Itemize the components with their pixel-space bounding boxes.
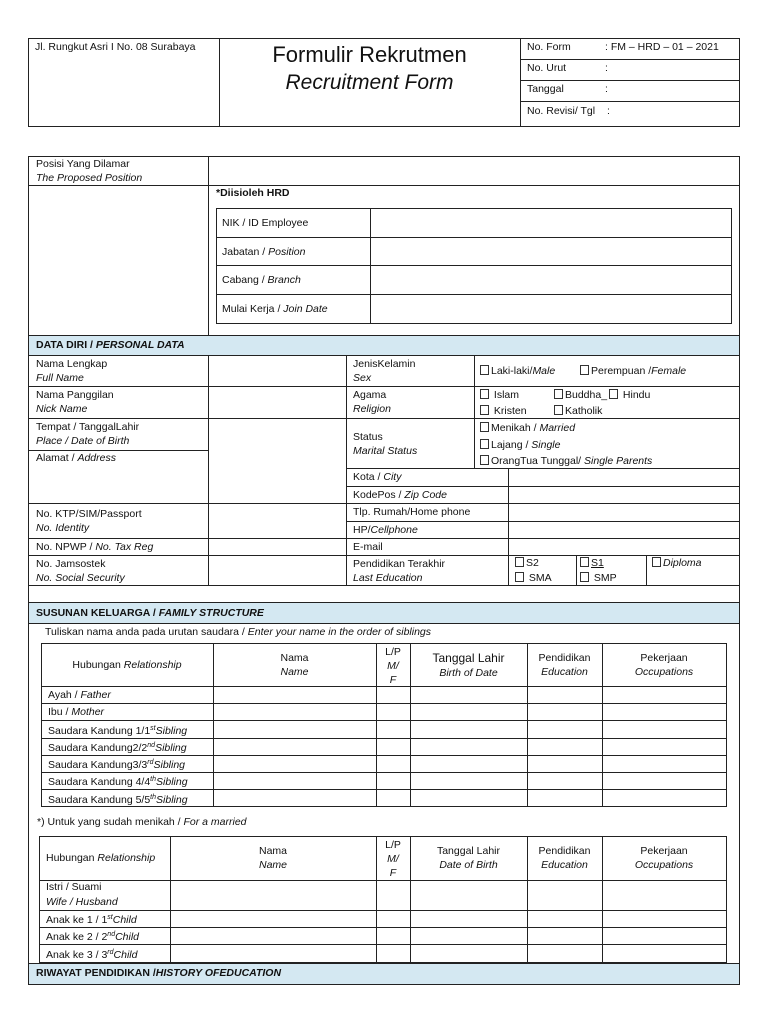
smp-checkbox[interactable]: [580, 572, 589, 582]
single-parent-checkbox[interactable]: [480, 455, 489, 465]
family-header-name: Nama: [280, 652, 309, 664]
family-header-birth: Tanggal Lahir: [432, 651, 505, 665]
meta-urut-label: No. Urut: [527, 62, 567, 74]
company-address: Jl. Rungkut Asri I No. 08 Surabaya: [35, 41, 196, 53]
hrd-join-date-input[interactable]: [371, 295, 731, 323]
sex-label: JenisKelamin: [353, 358, 416, 370]
married-header-name: Nama: [258, 845, 287, 857]
jamsostek-label-en: No. Social Security: [36, 572, 125, 584]
cellphone-input[interactable]: [509, 522, 739, 538]
religion-label-en: Religion: [353, 403, 391, 415]
diploma-checkbox[interactable]: [652, 557, 661, 567]
personal-data-title: DATA DIRI / PERSONAL DATA: [36, 339, 185, 351]
katholik-checkbox[interactable]: [554, 405, 563, 415]
religion-islam-option[interactable]: Islam: [480, 388, 519, 402]
married-header-job: Pekerjaan: [640, 845, 688, 857]
hrd-branch-input[interactable]: [371, 266, 731, 294]
birth-label: Tempat / TanggalLahir: [36, 421, 140, 433]
family-header-sex3: F: [389, 674, 397, 686]
meta-revision-value: :: [607, 105, 610, 117]
s2-checkbox[interactable]: [515, 557, 524, 567]
zip-label: KodePos / Zip Code: [353, 489, 447, 501]
hrd-note: *Diisioleh HRD: [216, 187, 290, 199]
married-header-name-en: Name: [258, 859, 287, 871]
married-header-sex: L/P: [385, 839, 401, 851]
zip-input[interactable]: [509, 487, 739, 503]
family-header-birth-en: Birth of Date: [439, 667, 498, 679]
position-label-en: The Proposed Position: [36, 172, 143, 184]
hrd-branch-label: Cabang / Branch: [222, 274, 301, 286]
status-married-option[interactable]: Menikah / Married: [480, 421, 575, 435]
table-row: Anak ke 2 / 2ndChild: [46, 931, 140, 943]
status-single-option[interactable]: Lajang / Single: [480, 438, 561, 452]
family-structure-title: SUSUNAN KELUARGA / FAMILY STRUCTURE: [36, 607, 264, 619]
married-note: *) Untuk yang sudah menikah / For a married: [37, 816, 247, 828]
married-header-birth-en: Date of Birth: [439, 859, 498, 871]
table-row: Saudara Kandung2/2ndSibling: [48, 742, 187, 754]
npwp-label: No. NPWP / No. Tax Reg: [36, 541, 154, 553]
table-row: Anak ke 3 / 3rdChild: [46, 949, 138, 961]
buddha-checkbox[interactable]: [554, 389, 563, 399]
meta-date-label: Tanggal: [527, 83, 564, 95]
education-smp-option[interactable]: SMP: [580, 571, 617, 585]
married-header-job-en: Occupations: [634, 859, 694, 871]
city-input[interactable]: [509, 469, 739, 486]
married-header-birth: Tanggal Lahir: [436, 845, 501, 857]
identity-label-en: No. Identity: [36, 522, 90, 534]
s1-checkbox[interactable]: [580, 557, 589, 567]
meta-urut-value: :: [605, 62, 608, 74]
full-name-label-en: Full Name: [36, 372, 84, 384]
single-checkbox[interactable]: [480, 439, 489, 449]
male-checkbox[interactable]: [480, 365, 489, 375]
nick-name-label: Nama Panggilan: [36, 389, 114, 401]
islam-checkbox[interactable]: [480, 389, 489, 399]
table-row: Ayah / Father: [48, 689, 111, 701]
meta-form-label: No. Form: [527, 41, 571, 53]
table-row: Ibu / Mother: [48, 706, 105, 718]
religion-hindu-option[interactable]: Hindu: [609, 388, 650, 402]
last-education-label-en: Last Education: [353, 572, 423, 584]
position-label: Posisi Yang Dilamar: [36, 158, 130, 170]
table-row: Saudara Kandung 5/5thSibling: [48, 794, 188, 806]
spouse-label-en: Wife / Husband: [46, 896, 118, 908]
hindu-checkbox[interactable]: [609, 389, 618, 399]
birth-label-en: Place / Date of Birth: [36, 435, 130, 447]
identity-input[interactable]: [209, 504, 346, 538]
home-phone-label: Tlp. Rumah/Home phone: [353, 506, 471, 518]
family-header-education-en: Education: [541, 666, 588, 678]
hrd-position-label: Jabatan / Position: [222, 246, 306, 258]
sex-male-option[interactable]: Laki-laki/Male: [480, 364, 555, 378]
last-education-label: Pendidikan Terakhir: [353, 558, 446, 570]
family-header-education: Pendidikan: [538, 652, 591, 664]
status-label: Status: [353, 431, 383, 443]
email-input[interactable]: [509, 539, 739, 555]
meta-revision-label: No. Revisi/ Tgl: [527, 105, 596, 117]
table-row: Saudara Kandung 4/4thSibling: [48, 776, 188, 788]
married-header-sex2: M/: [387, 853, 399, 865]
religion-buddha-option[interactable]: Buddha_: [554, 388, 607, 402]
home-phone-input[interactable]: [509, 504, 739, 521]
education-s2-option[interactable]: S2: [515, 556, 539, 570]
email-label: E-mail: [353, 541, 383, 553]
hrd-nik-label: NIK / ID Employee: [222, 217, 309, 229]
address-label: Alamat / Address: [36, 452, 116, 464]
npwp-input[interactable]: [209, 539, 346, 555]
nick-name-label-en: Nick Name: [36, 403, 88, 415]
full-name-input[interactable]: [209, 356, 346, 386]
jamsostek-input[interactable]: [209, 556, 346, 585]
married-header-sex3: F: [389, 867, 397, 879]
jamsostek-label: No. Jamsostek: [36, 558, 106, 570]
education-diploma-option[interactable]: Diploma: [652, 556, 702, 570]
address-input[interactable]: [29, 466, 346, 503]
identity-label: No. KTP/SIM/Passport: [36, 508, 142, 520]
family-header-sex2: M/: [387, 660, 399, 672]
meta-form-value: : FM – HRD – 01 – 2021: [605, 41, 719, 53]
cellphone-label: HP/Cellphone: [353, 524, 418, 536]
position-input[interactable]: [209, 157, 739, 185]
form-title: Formulir Rekrutmen: [272, 42, 467, 67]
kristen-checkbox[interactable]: [480, 405, 489, 415]
spouse-label: Istri / Suami: [46, 881, 102, 893]
married-header-relationship: Hubungan Relationship: [46, 852, 156, 864]
religion-katholik-option[interactable]: Katholik: [554, 404, 602, 418]
family-header-sex: L/P: [385, 646, 401, 658]
education-history-title: RIWAYAT PENDIDIKAN /HISTORY OFEDUCATION: [36, 967, 282, 979]
meta-date-value: :: [605, 83, 608, 95]
hrd-join-date-label: Mulai Kerja / Join Date: [222, 303, 328, 315]
married-header-education: Pendidikan: [538, 845, 591, 857]
family-instruction: Tuliskan nama anda pada urutan saudara / Enter your name in the order of siblings: [45, 626, 432, 638]
sex-female-option[interactable]: Perempuan /Female: [580, 364, 686, 378]
female-checkbox[interactable]: [580, 365, 589, 375]
sma-checkbox[interactable]: [515, 572, 524, 582]
city-label: Kota / City: [353, 471, 402, 483]
education-sma-option[interactable]: SMA: [515, 571, 552, 585]
religion-kristen-option[interactable]: Kristen: [480, 404, 527, 418]
hrd-position-input[interactable]: [371, 238, 731, 265]
family-header-job-en: Occupations: [634, 666, 694, 678]
religion-label: Agama: [353, 389, 387, 401]
sex-label-en: Sex: [353, 372, 372, 384]
education-s1-option[interactable]: S1: [580, 556, 604, 570]
form-title-en: Recruitment Form: [285, 71, 454, 94]
table-row: Anak ke 1 / 1stChild: [46, 914, 137, 926]
married-checkbox[interactable]: [480, 422, 489, 432]
family-header-relationship: Hubungan Relationship: [72, 659, 182, 671]
family-header-job: Pekerjaan: [640, 652, 688, 664]
family-header-name-en: Name: [280, 666, 309, 678]
full-name-label: Nama Lengkap: [36, 358, 108, 370]
table-row: Saudara Kandung 1/1stSibling: [48, 725, 188, 737]
status-label-en: Marital Status: [353, 445, 418, 457]
status-single-parent-option[interactable]: OrangTua Tunggal/ Single Parents: [480, 454, 652, 468]
married-header-education-en: Education: [541, 859, 588, 871]
hrd-nik-input[interactable]: [371, 209, 731, 237]
birth-input[interactable]: [209, 419, 346, 450]
table-row: Saudara Kandung3/3rdSibling: [48, 759, 186, 771]
nick-name-input[interactable]: [209, 387, 346, 418]
